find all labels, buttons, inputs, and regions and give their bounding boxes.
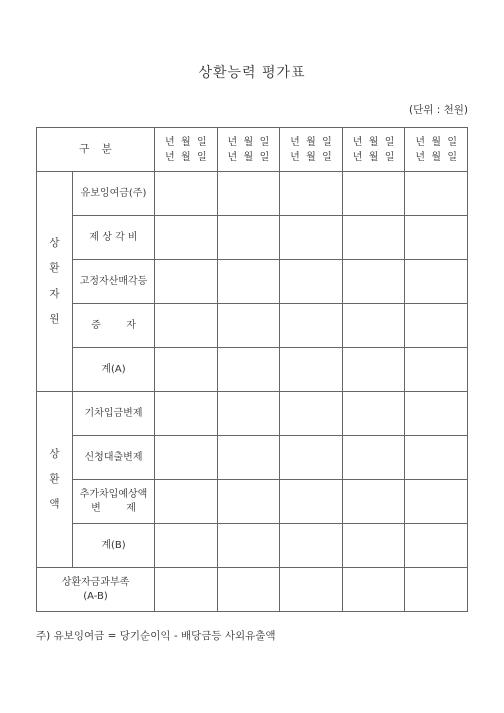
value-cell[interactable]	[280, 392, 343, 436]
row-label-line: 추가차입예상액	[79, 489, 148, 500]
value-cell[interactable]	[280, 172, 343, 216]
group-char: 상	[49, 237, 60, 250]
summary-line: 상환자금과부족	[61, 577, 130, 588]
value-cell[interactable]	[155, 260, 218, 304]
group-char: 자	[49, 287, 60, 300]
row-label	[73, 304, 155, 348]
gubun-char: 분	[101, 143, 112, 156]
row-label: 신청대출변제	[73, 436, 155, 480]
repayment-evaluation-table	[36, 127, 468, 612]
summary-label	[37, 568, 155, 612]
value-cell[interactable]	[280, 436, 343, 480]
value-cell[interactable]	[217, 216, 280, 260]
date-line: 년 월 일	[290, 151, 332, 163]
value-cell[interactable]	[155, 480, 218, 524]
value-cell[interactable]	[405, 216, 468, 260]
group-char: 액	[49, 498, 60, 511]
value-cell[interactable]	[405, 568, 468, 612]
value-cell[interactable]	[342, 392, 405, 436]
value-cell[interactable]	[155, 304, 218, 348]
value-cell[interactable]	[155, 524, 218, 568]
table-row	[37, 348, 468, 392]
date-line: 년 월 일	[415, 136, 458, 148]
date-header	[405, 128, 468, 172]
gubun-header	[37, 128, 155, 172]
value-cell[interactable]	[155, 348, 218, 392]
gubun-char: 구	[79, 143, 90, 156]
value-cell[interactable]	[280, 568, 343, 612]
row-label: 유보잉여금(주)	[73, 172, 155, 216]
date-line: 년 월 일	[352, 136, 395, 148]
value-cell[interactable]	[280, 304, 343, 348]
value-cell[interactable]	[280, 480, 343, 524]
date-header	[280, 128, 343, 172]
value-cell[interactable]	[217, 392, 280, 436]
group-char: 상	[49, 447, 60, 460]
row-label-text: 제 상 각 비	[89, 231, 138, 243]
group-label-repayment	[37, 392, 73, 568]
table-row	[37, 524, 468, 568]
value-cell[interactable]	[217, 304, 280, 348]
value-cell[interactable]	[405, 392, 468, 436]
summary-line: (A-B)	[83, 590, 108, 602]
value-cell[interactable]	[405, 172, 468, 216]
table-row	[37, 172, 468, 216]
value-cell[interactable]	[217, 480, 280, 524]
group-char: 환	[49, 472, 60, 485]
value-cell[interactable]	[155, 436, 218, 480]
header-row	[37, 128, 468, 172]
value-cell[interactable]	[155, 216, 218, 260]
row-label	[73, 216, 155, 260]
value-cell[interactable]	[155, 568, 218, 612]
date-line: 년 월 일	[164, 151, 207, 163]
value-cell[interactable]	[342, 304, 405, 348]
date-line: 년 월 일	[415, 151, 458, 163]
value-cell[interactable]	[217, 524, 280, 568]
table-row	[37, 436, 468, 480]
value-cell[interactable]	[405, 436, 468, 480]
row-label: 계(A)	[73, 348, 155, 392]
row-label: 계(B)	[73, 524, 155, 568]
value-cell[interactable]	[217, 260, 280, 304]
date-header	[342, 128, 405, 172]
value-cell[interactable]	[217, 172, 280, 216]
date-line: 년 월 일	[227, 136, 270, 148]
summary-row	[37, 568, 468, 612]
value-cell[interactable]	[342, 172, 405, 216]
row-label-line: 변 제	[91, 502, 136, 514]
page-title: 상환능력 평가표	[198, 65, 306, 81]
value-cell[interactable]	[405, 260, 468, 304]
value-cell[interactable]	[405, 524, 468, 568]
table-row	[37, 260, 468, 304]
value-cell[interactable]	[342, 260, 405, 304]
row-label-text: 증 자	[91, 319, 136, 331]
value-cell[interactable]	[217, 436, 280, 480]
table-row	[37, 480, 468, 524]
group-char: 환	[49, 262, 60, 275]
value-cell[interactable]	[405, 480, 468, 524]
value-cell[interactable]	[217, 568, 280, 612]
date-header	[217, 128, 280, 172]
value-cell[interactable]	[405, 348, 468, 392]
date-line: 년 월 일	[352, 151, 395, 163]
group-label-resources	[37, 172, 73, 392]
table-row	[37, 392, 468, 436]
value-cell[interactable]	[280, 524, 343, 568]
value-cell[interactable]	[342, 568, 405, 612]
value-cell[interactable]	[342, 216, 405, 260]
value-cell[interactable]	[342, 480, 405, 524]
row-label	[73, 480, 155, 524]
unit-label: (단위 : 천원)	[409, 104, 468, 116]
value-cell[interactable]	[342, 348, 405, 392]
value-cell[interactable]	[342, 436, 405, 480]
value-cell[interactable]	[155, 172, 218, 216]
value-cell[interactable]	[405, 304, 468, 348]
date-line: 년 월 일	[164, 136, 207, 148]
row-label: 기차입금변제	[73, 392, 155, 436]
table-row	[37, 304, 468, 348]
date-line: 년 월 일	[290, 136, 332, 148]
footnote: 주) 유보잉여금 = 당기순이익 - 배당금등 사외유출액	[36, 630, 276, 642]
value-cell[interactable]	[217, 348, 280, 392]
value-cell[interactable]	[280, 348, 343, 392]
value-cell[interactable]	[342, 524, 405, 568]
table-row	[37, 216, 468, 260]
value-cell[interactable]	[155, 392, 218, 436]
row-label: 고정자산매각등	[73, 260, 155, 304]
value-cell[interactable]	[280, 216, 343, 260]
date-line: 년 월 일	[227, 151, 270, 163]
date-header	[155, 128, 218, 172]
group-char: 원	[49, 312, 60, 325]
value-cell[interactable]	[280, 260, 343, 304]
